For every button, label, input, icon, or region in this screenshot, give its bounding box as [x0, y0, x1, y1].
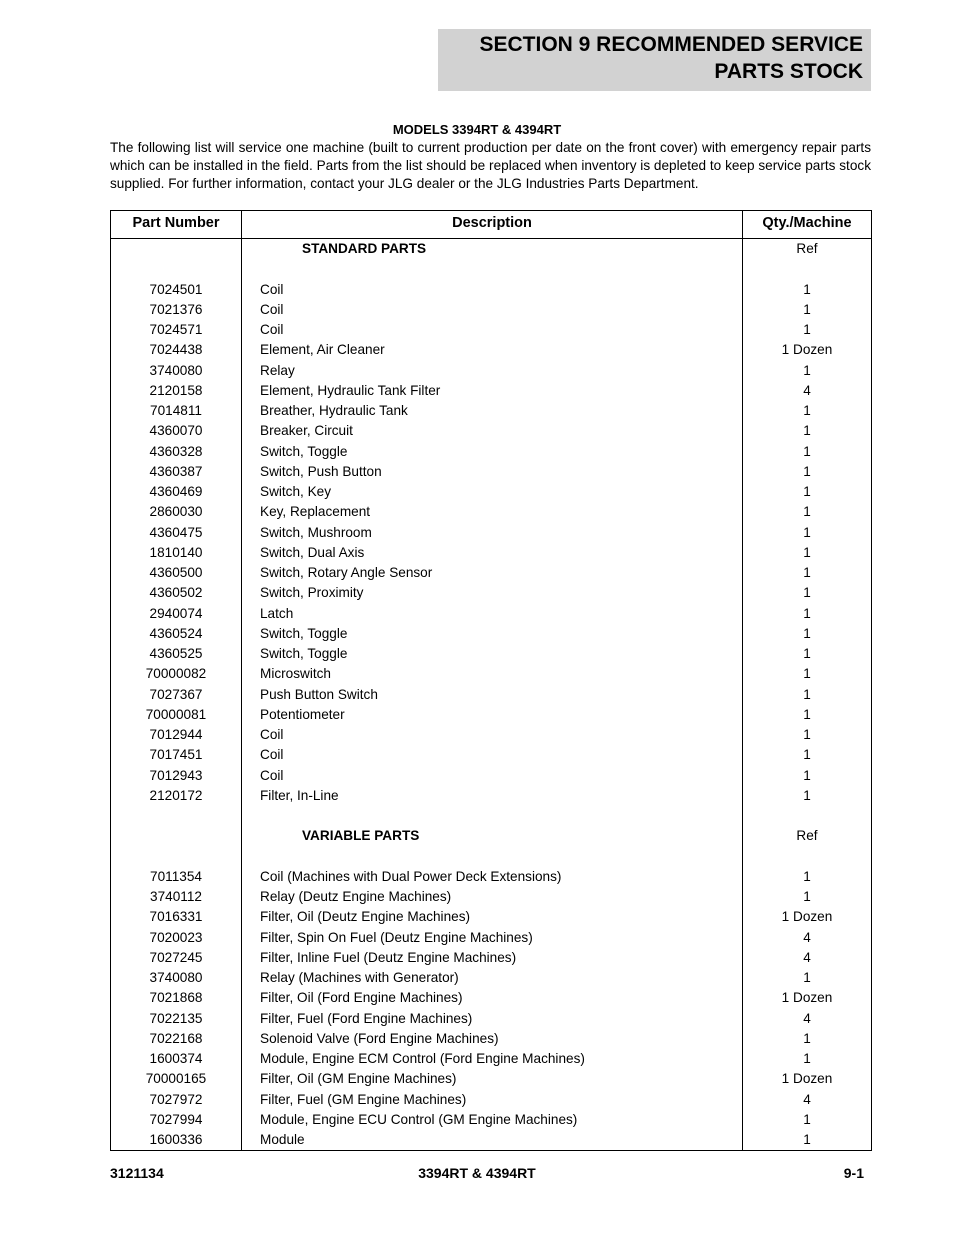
part-number-cell: 7020023 — [149, 929, 203, 945]
description-cell: Breather, Hydraulic Tank — [260, 403, 408, 418]
description-cell: Element, Air Cleaner — [260, 342, 385, 358]
description-cell: Filter, Oil (Ford Engine Machines) — [260, 990, 463, 1006]
table-row — [111, 381, 871, 401]
description-cell: STANDARD PARTS — [302, 241, 427, 256]
description-cell: Filter, Spin On Fuel (Deutz Engine Machines) — [260, 929, 533, 945]
parts-table — [110, 210, 872, 1151]
table-row — [111, 482, 871, 502]
part-number-cell: 4360500 — [149, 565, 203, 580]
qty-cell: 1 — [803, 646, 811, 661]
table-row — [111, 442, 871, 462]
part-number-cell: 7017451 — [149, 747, 203, 763]
part-number-cell: 4360469 — [149, 484, 203, 499]
description-cell: Switch, Toggle — [260, 443, 348, 459]
part-number-cell: 7022168 — [149, 1030, 203, 1046]
column-header-description: Description — [452, 215, 532, 231]
qty-cell: Ref — [796, 241, 818, 256]
table-row — [111, 1049, 871, 1069]
table-row — [111, 847, 871, 867]
qty-cell: 1 — [803, 1051, 811, 1066]
part-number-cell: 1600336 — [149, 1132, 203, 1147]
description-cell: Module, Engine ECM Control (Ford Engine Machines) — [260, 1051, 585, 1066]
qty-cell: 1 — [803, 706, 811, 722]
description-cell: Coil — [260, 301, 284, 317]
qty-cell: 1 — [803, 970, 811, 985]
table-row — [111, 786, 871, 806]
qty-cell: 1 — [803, 889, 811, 904]
table-row — [111, 867, 871, 887]
description-cell: Push Button Switch — [260, 686, 378, 702]
table-row — [111, 745, 871, 765]
qty-cell: 1 — [803, 787, 811, 803]
table-row — [111, 725, 871, 745]
qty-cell: 4 — [803, 1091, 811, 1107]
part-number-cell: 70000165 — [145, 1071, 207, 1087]
part-number-cell: 3740080 — [149, 362, 203, 378]
part-number-cell: 7014811 — [150, 403, 202, 418]
description-cell: VARIABLE PARTS — [302, 828, 420, 844]
table-row — [111, 543, 871, 563]
description-cell: Relay — [260, 362, 295, 378]
qty-cell: 4 — [803, 1010, 811, 1026]
qty-cell: 1 — [803, 767, 811, 783]
table-row — [111, 887, 871, 907]
table-row — [111, 401, 871, 421]
qty-cell: 1 — [803, 686, 811, 702]
qty-cell: 1 — [803, 585, 811, 601]
qty-cell: 4 — [803, 949, 811, 965]
table-row — [111, 583, 871, 603]
part-number-cell: 4360475 — [149, 524, 203, 540]
qty-cell: 1 — [803, 362, 811, 378]
description-cell: Switch, Push Button — [260, 463, 382, 479]
table-row — [111, 1069, 871, 1089]
description-cell: Filter, Fuel (GM Engine Machines) — [260, 1091, 467, 1107]
part-number-cell: 3740080 — [149, 970, 203, 985]
qty-cell: 1 — [803, 504, 811, 520]
table-row — [111, 948, 871, 968]
description-cell: Filter, Oil (Deutz Engine Machines) — [260, 909, 471, 925]
table-row — [111, 604, 871, 624]
description-cell: Coil — [260, 727, 284, 742]
qty-cell: 1 — [803, 423, 811, 439]
description-cell: Coil — [260, 767, 284, 783]
description-cell: Switch, Key — [260, 484, 332, 499]
table-row — [111, 320, 871, 340]
part-number-cell: 7024571 — [149, 322, 203, 337]
table-row — [111, 766, 871, 786]
description-cell: Switch, Mushroom — [260, 524, 372, 540]
part-number-cell: 4360525 — [149, 646, 203, 661]
table-row — [111, 968, 871, 988]
qty-cell: 1 — [803, 747, 811, 763]
description-cell: Coil (Machines with Dual Power Deck Extensions) — [260, 868, 562, 884]
part-number-cell: 2120158 — [149, 382, 203, 398]
qty-cell: 1 — [803, 1030, 811, 1046]
table-row — [111, 280, 871, 300]
table-row — [111, 988, 871, 1008]
part-number-cell: 7024438 — [149, 342, 203, 358]
part-number-cell: 2120172 — [149, 787, 203, 803]
table-row — [111, 1090, 871, 1110]
table-row — [111, 563, 871, 583]
models-heading: MODELS 3394RT & 4394RT — [392, 122, 562, 137]
description-cell: Coil — [260, 281, 284, 297]
qty-cell: 1 — [803, 524, 811, 540]
column-header-part-number: Part Number — [132, 215, 220, 231]
table-row — [111, 259, 871, 279]
description-cell: Element, Hydraulic Tank Filter — [260, 382, 441, 398]
qty-cell: 1 Dozen — [781, 1071, 833, 1087]
section-title-line2: PARTS STOCK — [714, 60, 863, 83]
part-number-cell: 7021376 — [149, 301, 203, 317]
description-cell: Relay (Machines with Generator) — [260, 970, 459, 985]
description-cell: Coil — [260, 322, 284, 337]
table-row — [111, 928, 871, 948]
part-number-cell: 7027994 — [149, 1111, 203, 1127]
section-title-line1: SECTION 9 RECOMMENDED SERVICE — [479, 33, 863, 56]
qty-cell: 1 — [803, 727, 811, 742]
table-row — [111, 705, 871, 725]
table-row — [111, 624, 871, 644]
part-number-cell: 7022135 — [149, 1010, 203, 1026]
part-number-cell: 4360502 — [149, 585, 203, 601]
qty-cell: 1 — [803, 1111, 811, 1127]
qty-cell: 1 — [803, 463, 811, 479]
column-header-qty: Qty./Machine — [762, 215, 852, 231]
part-number-cell: 3740112 — [150, 889, 202, 904]
description-cell: Potentiometer — [260, 706, 345, 722]
qty-cell: 1 — [803, 443, 811, 459]
part-number-cell: 70000081 — [145, 706, 207, 722]
part-number-cell: 7016331 — [149, 909, 203, 925]
description-cell: Relay (Deutz Engine Machines) — [260, 889, 452, 904]
part-number-cell: 7024501 — [149, 281, 203, 297]
qty-cell: 1 Dozen — [781, 342, 833, 358]
qty-cell: 1 — [803, 322, 811, 337]
qty-cell: 1 — [803, 281, 811, 297]
qty-cell: 4 — [803, 929, 811, 945]
part-number-cell: 1810140 — [149, 544, 203, 560]
description-cell: Switch, Rotary Angle Sensor — [260, 565, 433, 580]
intro-paragraph: The following list will service one machine (built to current production per date on the front cover) with emergency repair parts which can be installed in the field. Parts from the list should be replaced when inventory is depleted to keep service parts stock supplied. For further information, contact your JLG dealer or the JLG Industries Parts Department. — [110, 140, 871, 191]
description-cell: Switch, Dual Axis — [260, 544, 365, 560]
table-body — [111, 239, 871, 1150]
table-row — [111, 340, 871, 360]
table-row — [111, 1110, 871, 1130]
qty-cell: 1 — [803, 301, 811, 317]
description-cell: Filter, Fuel (Ford Engine Machines) — [260, 1010, 473, 1026]
table-row — [111, 1029, 871, 1049]
table-row — [111, 1130, 871, 1150]
part-number-cell: 70000082 — [145, 666, 207, 682]
qty-cell: 1 — [803, 484, 811, 499]
footer-page-number: 9-1 — [843, 1165, 864, 1181]
table-row — [111, 1009, 871, 1029]
part-number-cell: 2940074 — [149, 605, 203, 621]
qty-cell: 1 — [803, 403, 811, 418]
table-row — [111, 502, 871, 522]
table-row — [111, 300, 871, 320]
qty-cell: 1 — [803, 544, 811, 560]
qty-cell: 1 — [803, 605, 811, 621]
qty-cell: 1 — [803, 565, 811, 580]
part-number-cell: 7011354 — [150, 868, 202, 884]
qty-cell: 1 — [803, 1132, 811, 1147]
description-cell: Switch, Toggle — [260, 646, 348, 661]
part-number-cell: 1600374 — [149, 1051, 203, 1066]
part-number-cell: 2860030 — [149, 504, 203, 520]
description-cell: Breaker, Circuit — [260, 423, 353, 439]
part-number-cell: 4360387 — [149, 463, 203, 479]
section-row — [111, 239, 871, 259]
table-row — [111, 523, 871, 543]
table-row — [111, 664, 871, 684]
qty-cell: 1 Dozen — [781, 990, 833, 1006]
footer-models: 3394RT & 4394RT — [418, 1165, 536, 1181]
table-row — [111, 462, 871, 482]
qty-cell: 1 Dozen — [781, 909, 833, 925]
section-header — [438, 29, 871, 91]
footer-doc-number: 3121134 — [110, 1165, 164, 1181]
description-cell: Filter, Oil (GM Engine Machines) — [260, 1071, 457, 1087]
description-cell: Coil — [260, 747, 284, 763]
description-cell: Module — [260, 1132, 305, 1147]
qty-cell: Ref — [796, 828, 818, 844]
description-cell: Latch — [260, 605, 294, 621]
part-number-cell: 7027367 — [149, 686, 203, 702]
description-cell: Solenoid Valve (Ford Engine Machines) — [260, 1030, 499, 1046]
part-number-cell: 4360070 — [149, 423, 203, 439]
description-cell: Microswitch — [260, 666, 331, 682]
part-number-cell: 7012943 — [149, 767, 203, 783]
part-number-cell: 4360524 — [149, 625, 203, 641]
section-row — [111, 826, 871, 846]
table-row — [111, 806, 871, 826]
part-number-cell: 7012944 — [149, 727, 203, 742]
qty-cell: 4 — [803, 382, 811, 398]
description-cell: Filter, Inline Fuel (Deutz Engine Machines) — [260, 949, 517, 965]
table-row — [111, 907, 871, 927]
qty-cell: 1 — [803, 666, 811, 682]
description-cell: Module, Engine ECU Control (GM Engine Machines) — [260, 1111, 578, 1127]
table-row — [111, 644, 871, 664]
part-number-cell: 7027972 — [149, 1091, 203, 1107]
part-number-cell: 7027245 — [149, 949, 203, 965]
table-row — [111, 685, 871, 705]
description-cell: Switch, Toggle — [260, 625, 348, 641]
description-cell: Filter, In-Line — [260, 787, 339, 803]
table-row — [111, 361, 871, 381]
qty-cell: 1 — [803, 868, 811, 884]
part-number-cell: 4360328 — [149, 443, 203, 459]
description-cell: Switch, Proximity — [260, 585, 364, 601]
part-number-cell: 7021868 — [149, 990, 203, 1006]
qty-cell: 1 — [803, 625, 811, 641]
description-cell: Key, Replacement — [260, 504, 371, 520]
table-row — [111, 421, 871, 441]
